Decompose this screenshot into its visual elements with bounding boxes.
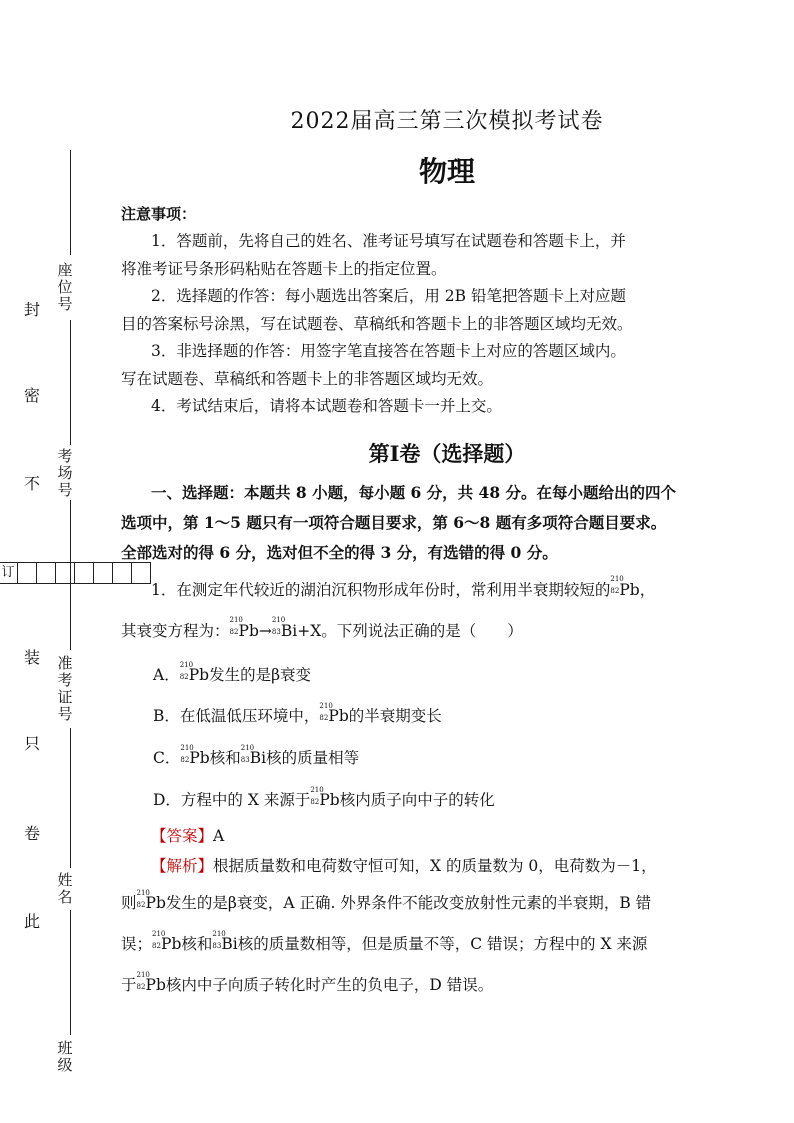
explanation-line3: 误； 210 82 Pb核和 210 83 Bi核的质量数相等，但是质量不等，C 错误；方程中的 X 来源 (121, 930, 648, 953)
pb-nuclide: 210 82 Pb (180, 744, 210, 767)
margin-line (70, 320, 71, 445)
bi-nuclide: 210 83 Bi (271, 616, 298, 640)
section-title: 第Ⅰ卷（选择题） (368, 441, 526, 466)
seal-char: 装 (23, 648, 40, 667)
digit-box (55, 562, 75, 584)
notice-line: 1．答题前，先将自己的姓名、准考证号填写在试题卷和答题卡上，并 (151, 232, 626, 250)
pb-nuclide: 210 82 Pb (152, 930, 182, 953)
bi-nuclide: 210 83 Bi (240, 744, 267, 767)
notice-list (121, 228, 691, 421)
pb-nuclide: 210 82 Pb (610, 575, 640, 599)
pb-nuclide: 210 82 Pb (179, 661, 210, 684)
bi-nuclide: 210 83 Bi (212, 930, 238, 953)
question-stem-line2: 其衰变方程为： 210 82 Pb→ 210 83 Bi+X。下列说法正确的是（ ） (121, 616, 523, 640)
notice-line: 2．选择题的作答：每小题选出答案后，用 2B 铅笔把答题卡上对应题 (151, 287, 626, 305)
notice-line: 将准考证号条形码粘贴在答题卡上的指定位置。 (121, 259, 447, 278)
seal-char: 封 (23, 300, 40, 319)
option-b[interactable]: B．在低温低压环境中， 210 82 Pb的半衰期变长 (153, 702, 442, 725)
seal-char: 只 (23, 734, 40, 753)
digit-box (17, 562, 37, 584)
margin-line (70, 910, 71, 1035)
rules-line: 全部选对的得 6 分，选对但不全的得 3 分，有选错的得 0 分。 (121, 543, 558, 562)
exam-room-label: 考场号 (57, 447, 73, 499)
answer-value: A (213, 827, 225, 845)
seal-char: 卷 (23, 824, 40, 843)
seal-char: 密 (23, 386, 40, 405)
seal-char: 订 (0, 562, 18, 584)
notice-line: 3．非选择题的作答：用签字笔直接答在答题卡上对应的答题区域内。 (151, 342, 626, 360)
notice-line: 目的答案标号涂黑，写在试题卷、草稿纸和答题卡上的非答题区域均无效。 (121, 314, 633, 333)
pb-nuclide: 210 82 Pb (136, 971, 166, 994)
digit-box (93, 562, 113, 584)
seat-number-label: 座位号 (57, 261, 73, 313)
exam-title: 2022届高三第三次模拟考试卷 (290, 109, 604, 134)
option-c[interactable]: C． 210 82 Pb核和 210 83 Bi核的质量相等 (153, 744, 360, 767)
pb-nuclide: 210 82 Pb (319, 702, 349, 725)
notice-line: 4．考试结束后，请将本试题卷和答题卡一并上交。 (151, 397, 502, 415)
pb-nuclide: 210 82 Pb (136, 889, 166, 912)
option-a[interactable]: A． 210 82 Pb发生的是β衰变 (153, 661, 312, 684)
question-stem-line1: 1．在测定年代较近的湖泊沉积物形成年份时，常利用半衰期较短的 210 82 Pb， (151, 575, 656, 599)
rules-line: 选项中，第 1～5 题只有一项符合题目要求，第 6～8 题有多项符合题目要求。 (121, 513, 667, 532)
admission-number-label: 准考证号 (57, 654, 73, 723)
notice-line: 写在试题卷、草稿纸和答题卡上的非答题区域均无效。 (121, 369, 494, 388)
explanation-tag: 【解析】 (151, 857, 214, 875)
answer-line (121, 824, 691, 846)
rules-line: 一、选择题：本题共 8 小题，每小题 6 分，共 48 分。在每小题给出的四个 (151, 483, 677, 502)
explanation-line2: 则 210 82 Pb发生的是β衰变，A 正确. 外界条件不能改变放射性元素的半衰期，B 错 (121, 889, 652, 912)
subject-title: 物理 (418, 155, 475, 188)
section-rules (121, 478, 691, 568)
option-d[interactable]: D．方程中的 X 来源于 210 82 Pb核内质子向中子的转化 (153, 786, 495, 809)
digit-box (36, 562, 56, 584)
notice-heading: 注意事项： (121, 205, 197, 223)
explanation-line4: 于 210 82 Pb核内中子向质子转化时产生的负电子，D 错误。 (121, 971, 494, 994)
seal-char: 此 (23, 912, 40, 931)
name-label: 姓名 (57, 871, 73, 906)
class-label: 班级 (57, 1039, 73, 1074)
pb-nuclide: 210 82 Pb (229, 616, 259, 640)
margin-line (70, 728, 71, 868)
answer-tag: 【答案】 (151, 827, 214, 845)
seal-char: 不 (23, 474, 40, 493)
digit-box (74, 562, 94, 584)
pb-nuclide: 210 82 Pb (310, 786, 340, 809)
arrow-symbol: → (258, 622, 272, 640)
explanation-line1: 【解析】根据质量数和电荷数守恒可知，X 的质量数为 0，电荷数为－1， (151, 857, 657, 875)
